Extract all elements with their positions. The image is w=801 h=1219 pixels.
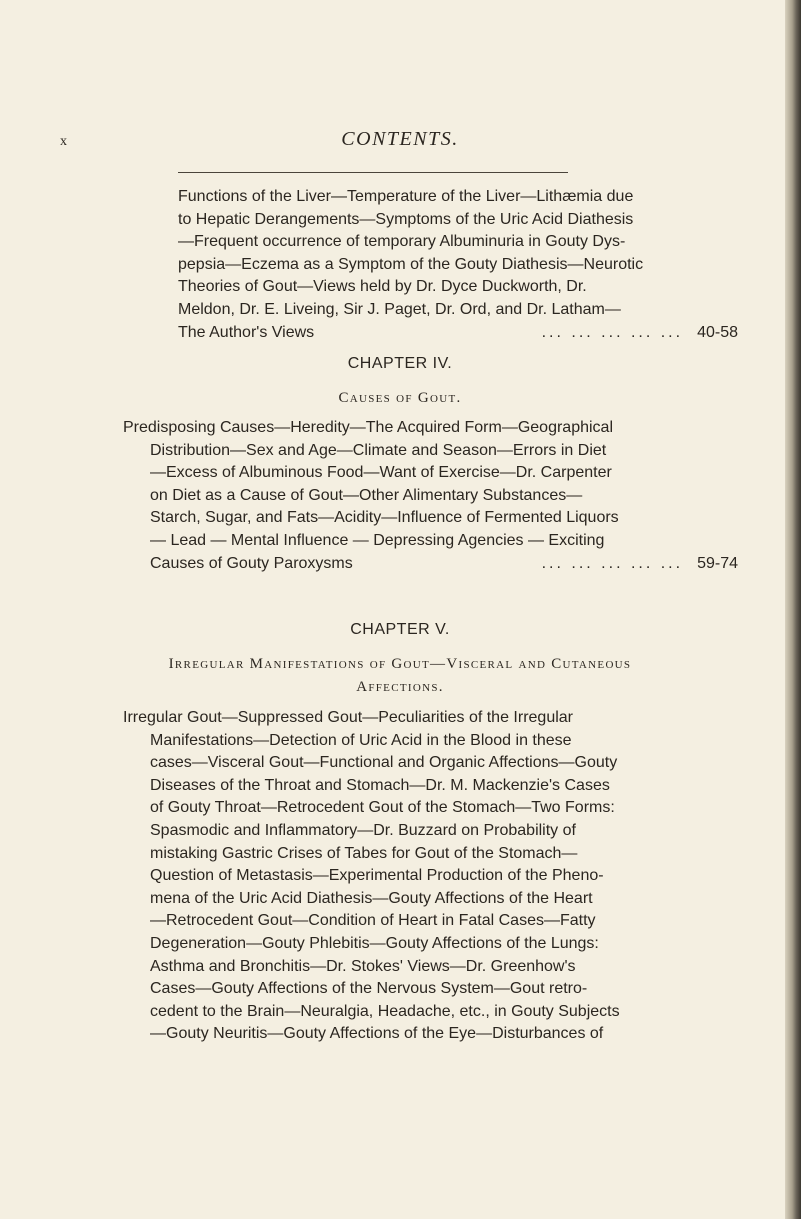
entry-line: —Retrocedent Gout—Condition of Heart in Fatal Cases—Fatty [150,912,596,930]
chapter-3-entry [178,186,738,344]
entry-line: — Lead — Mental Influence — Depressing Agencies — Exciting [150,531,605,549]
entry-line: Diseases of the Throat and Stomach—Dr. M. Mackenzie's Cases [150,776,610,794]
entry-line: cedent to the Brain—Neuralgia, Headache, etc., in Gouty Subjects [150,1002,620,1020]
entry-line: The Author's Views [178,323,315,341]
entry-line: Asthma and Bronchitis—Dr. Stokes' Views—Dr. Greenhow's [150,957,576,975]
entry-line: Question of Metastasis—Experimental Production of the Pheno- [150,867,604,885]
leader-dots: ... ... ... ... ... [541,554,684,572]
chapter-4-title: Causes of Gout. [338,390,462,406]
chapter-5-title-line: Affections. [356,679,444,695]
leader-dots: ... ... ... ... ... [541,323,684,341]
entry-line: —Gouty Neuritis—Gouty Affections of the Eye—Disturbances of [150,1025,604,1043]
chapter-4-entry [123,417,738,575]
entry-last-line [150,553,738,576]
entry-line: pepsia—Eczema as a Symptom of the Gouty Diathesis—Neurotic [178,255,644,273]
entry-line: Irregular Gout—Suppressed Gout—Peculiarities of the Irregular [123,709,573,726]
entry-line: Spasmodic and Inflammatory—Dr. Buzzard on Probability of [150,821,576,839]
entry-line: Cases—Gouty Affections of the Nervous System—Gout retro- [150,980,588,998]
entry-line: mena of the Uric Acid Diathesis—Gouty Affections of the Heart [150,889,593,907]
entry-line: Theories of Gout—Views held by Dr. Dyce Duckworth, Dr. [178,278,587,296]
header-rule [178,172,568,173]
entry-line: Degeneration—Gouty Phlebitis—Gouty Affections of the Lungs: [150,934,599,952]
chapter-5-entry [123,707,738,1046]
entry-line: Causes of Gouty Paroxysms [150,554,353,572]
entry-line: mistaking Gastric Crises of Tabes for Gout of the Stomach— [150,844,578,862]
entry-line: —Excess of Albuminous Food—Want of Exercise—Dr. Carpenter [150,464,612,482]
chapter-5-title-line: Irregular Manifestations of Gout—Visceral and Cutaneous [168,656,632,672]
page-number: x [60,134,68,149]
page-edge-shadow [785,0,801,1219]
entry-line: Meldon, Dr. E. Liveing, Sir J. Paget, Dr. Ord, and Dr. Latham— [178,300,621,318]
entry-line: Functions of the Liver—Temperature of the Liver—Lithæmia due [178,188,634,205]
entry-line: Distribution—Sex and Age—Climate and Season—Errors in Diet [150,441,607,459]
running-head: CONTENTS. [341,128,459,150]
chapter-5-title [60,653,740,699]
entry-line: Starch, Sugar, and Fats—Acidity—Influence of Fermented Liquors [150,509,619,527]
entry-line: —Frequent occurrence of temporary Albuminuria in Gouty Dys- [178,233,626,251]
page-range: 59-74 [697,554,738,572]
entry-last-line [178,322,738,345]
entry-line: cases—Visceral Gout—Functional and Organic Affections—Gouty [150,754,618,772]
entry-line: Manifestations—Detection of Uric Acid in the Blood in these [150,731,572,749]
entry-line: of Gouty Throat—Retrocedent Gout of the Stomach—Two Forms: [150,799,615,817]
page-range: 40-58 [697,323,738,341]
entry-line: on Diet as a Cause of Gout—Other Alimentary Substances— [150,486,583,504]
page-header [60,128,740,158]
entry-line: Predisposing Causes—Heredity—The Acquired Form—Geographical [123,419,613,436]
chapter-5-heading: CHAPTER V. [350,621,450,638]
entry-line: to Hepatic Derangements—Symptoms of the Uric Acid Diathesis [178,210,634,228]
chapter-4-heading: CHAPTER IV. [347,355,453,372]
